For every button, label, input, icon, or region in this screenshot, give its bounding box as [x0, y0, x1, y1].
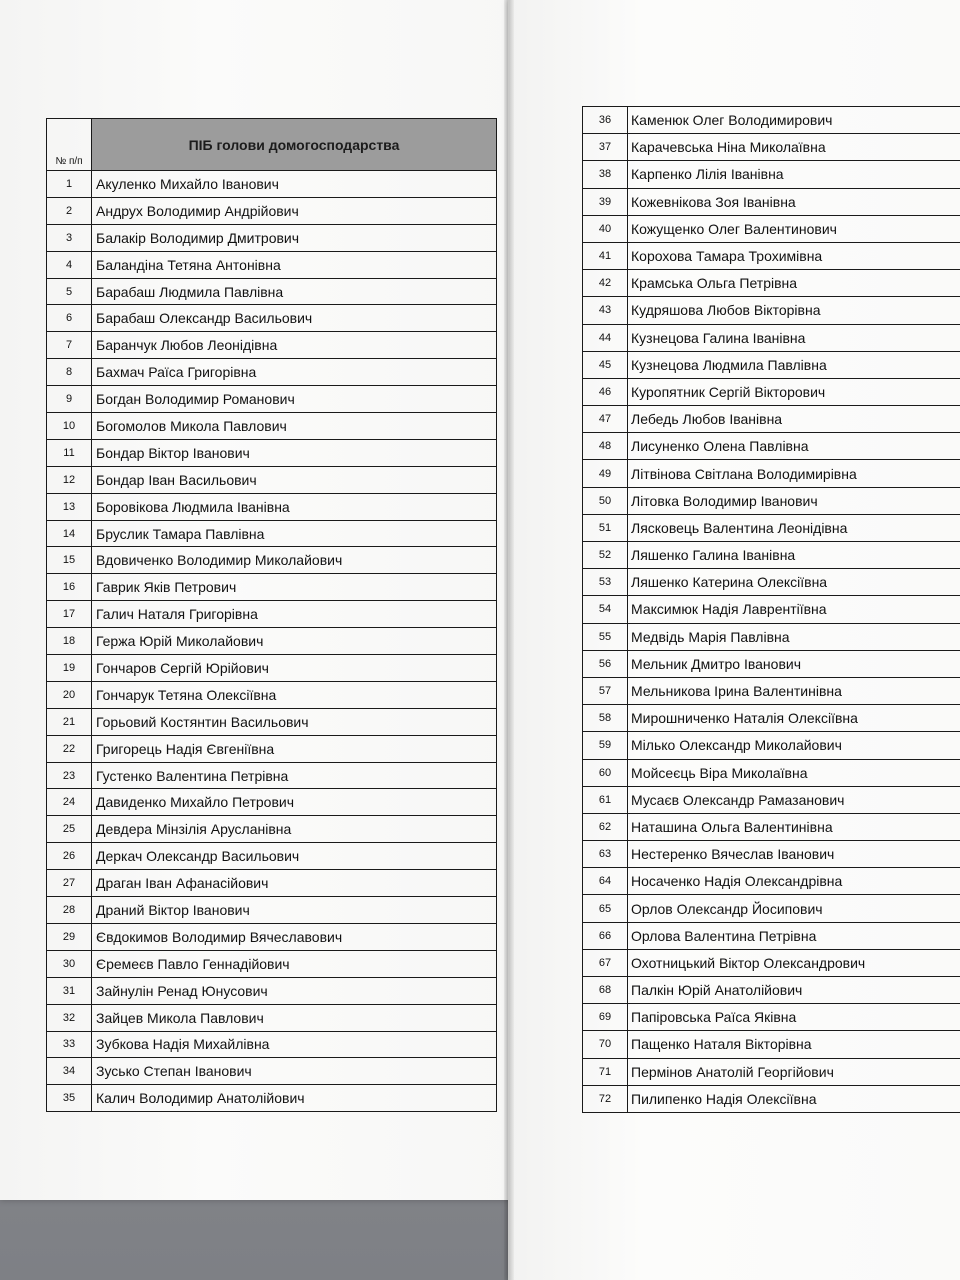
table-row [47, 197, 497, 224]
row-number: 1 [47, 171, 92, 198]
table-row [583, 1031, 960, 1058]
row-number: 56 [583, 650, 628, 677]
household-head-name: Лисуненко Олена Павлівна [628, 433, 960, 460]
household-head-name: Ляшенко Галина Іванівна [628, 542, 960, 569]
household-head-name: Баландіна Тетяна Антонівна [92, 251, 497, 278]
row-number: 15 [47, 547, 92, 574]
household-head-name: Носаченко Надія Олександрівна [628, 868, 960, 895]
row-number: 6 [47, 305, 92, 332]
household-head-name: Богдан Володимир Романович [92, 386, 497, 413]
household-head-name: Куропятник Сергій Вікторович [628, 378, 960, 405]
table-row [583, 596, 960, 623]
household-head-name: Густенко Валентина Петрівна [92, 762, 497, 789]
row-number: 65 [583, 895, 628, 922]
table-row [47, 224, 497, 251]
household-head-name: Кузнецова Галина Іванівна [628, 324, 960, 351]
table-row [583, 242, 960, 269]
household-head-name: Пащенко Наталя Вікторівна [628, 1031, 960, 1058]
row-number: 2 [47, 197, 92, 224]
table-row [47, 708, 497, 735]
header-name: ПІБ голови домогосподарства [92, 119, 497, 171]
row-number: 20 [47, 681, 92, 708]
table-row [47, 493, 497, 520]
table-row [47, 789, 497, 816]
row-number: 41 [583, 242, 628, 269]
household-head-name: Єремеєв Павло Геннадійович [92, 950, 497, 977]
household-head-name: Давиденко Михайло Петрович [92, 789, 497, 816]
row-number: 36 [583, 107, 628, 134]
row-number: 34 [47, 1058, 92, 1085]
row-number: 37 [583, 134, 628, 161]
table-row [47, 278, 497, 305]
household-head-name: Палкін Юрій Анатолійович [628, 977, 960, 1004]
row-number: 4 [47, 251, 92, 278]
row-number: 40 [583, 215, 628, 242]
table-row [583, 705, 960, 732]
table-row [47, 601, 497, 628]
row-number: 24 [47, 789, 92, 816]
household-head-name: Галич Наталя Григорівна [92, 601, 497, 628]
row-number: 50 [583, 487, 628, 514]
table-row [47, 870, 497, 897]
household-head-name: Боровікова Людмила Іванівна [92, 493, 497, 520]
household-head-name: Бруслик Тамара Павлівна [92, 520, 497, 547]
table-row [583, 841, 960, 868]
household-head-name: Кузнецова Людмила Павлівна [628, 351, 960, 378]
household-head-name: Мельникова Ірина Валентинівна [628, 677, 960, 704]
row-number: 14 [47, 520, 92, 547]
table-row [47, 171, 497, 198]
household-head-name: Гончарук Тетяна Олексіївна [92, 681, 497, 708]
row-number: 49 [583, 460, 628, 487]
table-row [47, 386, 497, 413]
row-number: 26 [47, 843, 92, 870]
household-head-name: Зусько Степан Іванович [92, 1058, 497, 1085]
household-head-name: Барабаш Людмила Павлівна [92, 278, 497, 305]
row-number: 46 [583, 378, 628, 405]
household-head-name: Лебедь Любов Іванівна [628, 406, 960, 433]
row-number: 66 [583, 922, 628, 949]
row-number: 39 [583, 188, 628, 215]
table-row [47, 1004, 497, 1031]
row-number: 51 [583, 514, 628, 541]
table-row [47, 655, 497, 682]
household-head-name: Бондар Віктор Іванович [92, 439, 497, 466]
row-number: 33 [47, 1031, 92, 1058]
household-head-name: Наташина Ольга Валентинівна [628, 813, 960, 840]
table-row [583, 895, 960, 922]
table-row [47, 520, 497, 547]
table-row [583, 460, 960, 487]
row-number: 16 [47, 574, 92, 601]
row-number: 29 [47, 923, 92, 950]
table-row [47, 1031, 497, 1058]
table-row [583, 351, 960, 378]
table-row [47, 843, 497, 870]
household-head-name: Григорець Надія Євгеніївна [92, 735, 497, 762]
household-head-name: Мойсеєць Віра Миколаївна [628, 759, 960, 786]
household-head-name: Медвідь Марія Павлівна [628, 623, 960, 650]
table-row [583, 623, 960, 650]
household-head-name: Калич Володимир Анатолійович [92, 1085, 497, 1112]
table-row [583, 134, 960, 161]
household-head-name: Зайцев Микола Павлович [92, 1004, 497, 1031]
row-number: 48 [583, 433, 628, 460]
household-head-name: Кожущенко Олег Валентинович [628, 215, 960, 242]
household-head-name: Мельник Дмитро Іванович [628, 650, 960, 677]
row-number: 64 [583, 868, 628, 895]
row-number: 28 [47, 897, 92, 924]
row-number: 23 [47, 762, 92, 789]
table-row [583, 732, 960, 759]
table-row [47, 359, 497, 386]
row-number: 12 [47, 466, 92, 493]
household-head-name: Лясковець Валентина Леонідівна [628, 514, 960, 541]
row-number: 9 [47, 386, 92, 413]
table-row [583, 215, 960, 242]
household-head-name: Девдера Мінзілія Арусланівна [92, 816, 497, 843]
row-number: 45 [583, 351, 628, 378]
row-number: 55 [583, 623, 628, 650]
household-heads-table-left [46, 118, 497, 1112]
row-number: 54 [583, 596, 628, 623]
row-number: 25 [47, 816, 92, 843]
row-number: 61 [583, 786, 628, 813]
row-number: 3 [47, 224, 92, 251]
row-number: 19 [47, 655, 92, 682]
row-number: 8 [47, 359, 92, 386]
row-number: 7 [47, 332, 92, 359]
household-head-name: Євдокимов Володимир Вячеславович [92, 923, 497, 950]
row-number: 32 [47, 1004, 92, 1031]
row-number: 71 [583, 1058, 628, 1085]
table-row [47, 547, 497, 574]
household-head-name: Мирошниченко Наталія Олексіївна [628, 705, 960, 732]
household-head-name: Акуленко Михайло Іванович [92, 171, 497, 198]
row-number: 13 [47, 493, 92, 520]
table-row [583, 759, 960, 786]
table-row [47, 305, 497, 332]
row-number: 11 [47, 439, 92, 466]
row-number: 10 [47, 413, 92, 440]
row-number: 69 [583, 1004, 628, 1031]
household-head-name: Бондар Іван Васильович [92, 466, 497, 493]
table-row [47, 574, 497, 601]
household-head-name: Балакір Володимир Дмитрович [92, 224, 497, 251]
table-row [583, 188, 960, 215]
household-heads-table-right [582, 106, 960, 1113]
row-number: 22 [47, 735, 92, 762]
row-number: 59 [583, 732, 628, 759]
household-head-name: Нестеренко Вячеслав Іванович [628, 841, 960, 868]
table-row [583, 677, 960, 704]
table-row [583, 1058, 960, 1085]
table-row [583, 868, 960, 895]
household-head-name: Крамська Ольга Петрівна [628, 270, 960, 297]
table-row [583, 949, 960, 976]
household-head-name: Зубкова Надія Михайлівна [92, 1031, 497, 1058]
household-head-name: Кудряшова Любов Вікторівна [628, 297, 960, 324]
table-row [47, 950, 497, 977]
household-head-name: Гаврик Яків Петрович [92, 574, 497, 601]
household-head-name: Охотницький Віктор Олександрович [628, 949, 960, 976]
table-row [583, 107, 960, 134]
row-number: 30 [47, 950, 92, 977]
row-number: 43 [583, 297, 628, 324]
household-head-name: Вдовиченко Володимир Миколайович [92, 547, 497, 574]
table-row [47, 1085, 497, 1112]
row-number: 31 [47, 977, 92, 1004]
table-row [47, 332, 497, 359]
table-row [47, 466, 497, 493]
table-row [47, 762, 497, 789]
household-head-name: Літовка Володимир Іванович [628, 487, 960, 514]
household-head-name: Карпенко Лілія Іванівна [628, 161, 960, 188]
household-head-name: Богомолов Микола Павлович [92, 413, 497, 440]
household-head-name: Андрух Володимир Андрійович [92, 197, 497, 224]
table-row [47, 1058, 497, 1085]
row-number: 17 [47, 601, 92, 628]
row-number: 52 [583, 542, 628, 569]
row-number: 47 [583, 406, 628, 433]
row-number: 67 [583, 949, 628, 976]
row-number: 35 [47, 1085, 92, 1112]
table-row [583, 977, 960, 1004]
household-head-name: Баранчук Любов Леонідівна [92, 332, 497, 359]
household-head-name: Максимюк Надія Лаврентіївна [628, 596, 960, 623]
row-number: 70 [583, 1031, 628, 1058]
household-head-name: Мілько Олександр Миколайович [628, 732, 960, 759]
row-number: 18 [47, 628, 92, 655]
table-row [47, 628, 497, 655]
row-number: 68 [583, 977, 628, 1004]
table-row [47, 413, 497, 440]
household-head-name: Карачевська Ніна Миколаївна [628, 134, 960, 161]
table-row [583, 378, 960, 405]
sheet-overlap-shadow [504, 0, 514, 1280]
table-row [47, 251, 497, 278]
row-number: 62 [583, 813, 628, 840]
table-row [583, 813, 960, 840]
row-number: 60 [583, 759, 628, 786]
row-number: 38 [583, 161, 628, 188]
household-head-name: Зайнулін Ренад Юнусович [92, 977, 497, 1004]
table-row [47, 923, 497, 950]
household-head-name: Бахмач Раїса Григорівна [92, 359, 497, 386]
row-number: 42 [583, 270, 628, 297]
household-head-name: Пилипенко Надія Олексіївна [628, 1085, 960, 1112]
household-head-name: Орлов Олександр Йосипович [628, 895, 960, 922]
table-row [583, 433, 960, 460]
row-number: 44 [583, 324, 628, 351]
household-head-name: Драган Іван Афанасійович [92, 870, 497, 897]
household-head-name: Гержа Юрій Миколайович [92, 628, 497, 655]
table-row [583, 1004, 960, 1031]
household-head-name: Барабаш Олександр Васильович [92, 305, 497, 332]
table-row [583, 270, 960, 297]
table-row [47, 735, 497, 762]
row-number: 63 [583, 841, 628, 868]
row-number: 58 [583, 705, 628, 732]
row-number: 5 [47, 278, 92, 305]
row-number: 72 [583, 1085, 628, 1112]
table-row [583, 297, 960, 324]
table-row [583, 324, 960, 351]
household-head-name: Драний Віктор Іванович [92, 897, 497, 924]
row-number: 27 [47, 870, 92, 897]
household-head-name: Деркач Олександр Васильович [92, 843, 497, 870]
household-head-name: Горьовий Костянтин Васильович [92, 708, 497, 735]
table-header-row [47, 119, 497, 171]
household-head-name: Літвінова Світлана Володимирівна [628, 460, 960, 487]
household-head-name: Пермінов Анатолій Георгійович [628, 1058, 960, 1085]
household-head-name: Корохова Тамара Трохимівна [628, 242, 960, 269]
table-row [47, 897, 497, 924]
household-head-name: Кожевнікова Зоя Іванівна [628, 188, 960, 215]
table-row [583, 542, 960, 569]
table-row [583, 1085, 960, 1112]
row-number: 53 [583, 569, 628, 596]
table-row [583, 650, 960, 677]
household-head-name: Ляшенко Катерина Олексіївна [628, 569, 960, 596]
table-row [583, 514, 960, 541]
table-row [47, 439, 497, 466]
table-row [583, 569, 960, 596]
household-head-name: Гончаров Сергій Юрійович [92, 655, 497, 682]
table-row [47, 977, 497, 1004]
header-number: № п/п [47, 119, 92, 171]
table-row [47, 681, 497, 708]
household-head-name: Мусаєв Олександр Рамазанович [628, 786, 960, 813]
table-row [583, 161, 960, 188]
table-row [583, 487, 960, 514]
table-row [583, 406, 960, 433]
household-head-name: Папіровська Раїса Яківна [628, 1004, 960, 1031]
row-number: 21 [47, 708, 92, 735]
table-row [583, 786, 960, 813]
table-row [583, 922, 960, 949]
table-row [47, 816, 497, 843]
household-head-name: Каменюк Олег Володимирович [628, 107, 960, 134]
row-number: 57 [583, 677, 628, 704]
household-head-name: Орлова Валентина Петрівна [628, 922, 960, 949]
